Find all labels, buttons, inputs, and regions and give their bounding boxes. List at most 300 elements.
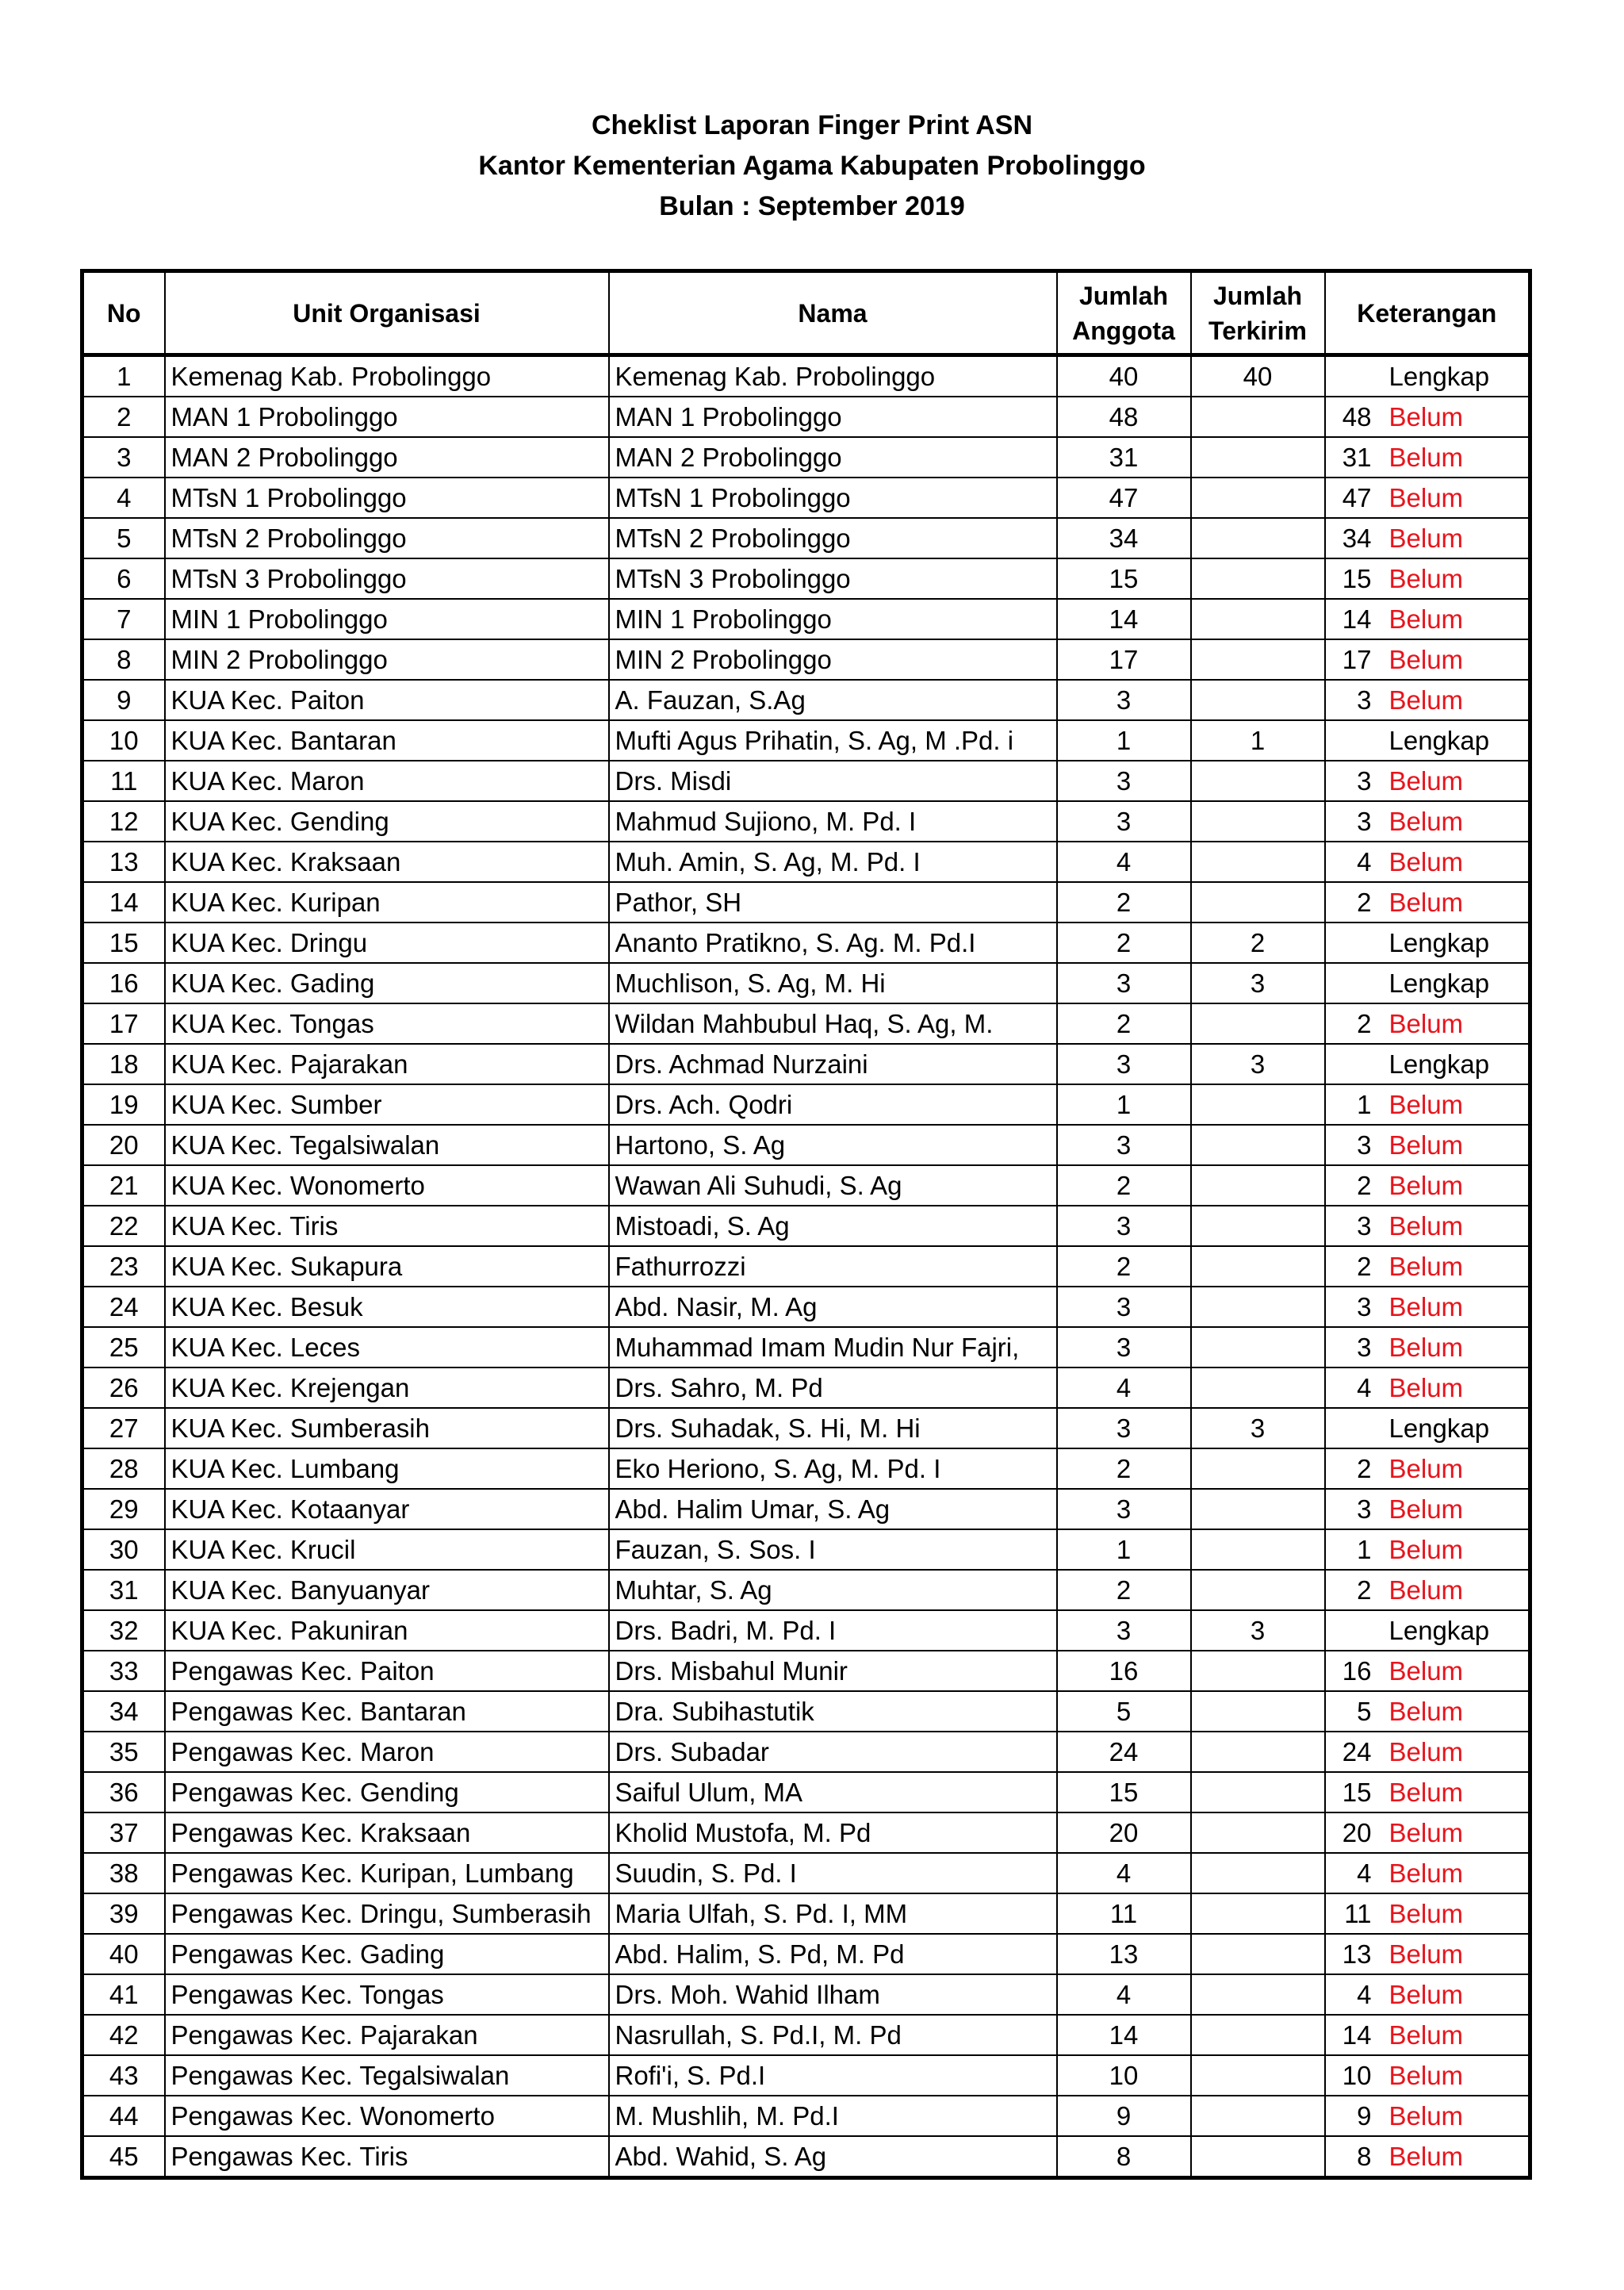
table-row	[82, 761, 1530, 801]
nama-cell: Maria Ulfah, S. Pd. I, MM	[609, 1893, 1057, 1934]
jumlah-terkirim-cell	[1191, 2055, 1325, 2096]
status-belum-label: Belum	[1388, 564, 1464, 593]
keterangan-cell	[1325, 397, 1530, 437]
report-month: Bulan : September 2019	[659, 191, 965, 221]
keterangan-cell	[1325, 1206, 1530, 1246]
keterangan-cell	[1325, 842, 1530, 882]
unit-organisasi-cell: Pengawas Kec. Bantaran	[165, 1691, 609, 1732]
row-number: 38	[82, 1853, 165, 1893]
row-number: 22	[82, 1206, 165, 1246]
status-belum-label: Belum	[1388, 1575, 1464, 1605]
table-row	[82, 355, 1530, 397]
unit-organisasi-cell: KUA Kec. Maron	[165, 761, 609, 801]
jumlah-anggota-cell: 2	[1057, 1003, 1191, 1044]
nama-cell: Pathor, SH	[609, 882, 1057, 923]
row-number: 37	[82, 1812, 165, 1853]
keterangan-count: 3	[1357, 807, 1372, 836]
keterangan-count: 15	[1342, 564, 1372, 593]
keterangan-count: 2	[1357, 1009, 1372, 1038]
nama-cell: Abd. Wahid, S. Ag	[609, 2136, 1057, 2178]
keterangan-cell	[1325, 1974, 1530, 2015]
jumlah-anggota-cell: 9	[1057, 2096, 1191, 2136]
status-belum-label: Belum	[1388, 766, 1464, 796]
unit-organisasi-cell: Pengawas Kec. Pajarakan	[165, 2015, 609, 2055]
jumlah-anggota-cell: 2	[1057, 1570, 1191, 1610]
unit-organisasi-cell: KUA Kec. Kuripan	[165, 882, 609, 923]
row-number: 9	[82, 680, 165, 720]
nama-cell: Hartono, S. Ag	[609, 1125, 1057, 1165]
jumlah-terkirim-cell	[1191, 1812, 1325, 1853]
keterangan-count: 3	[1357, 1333, 1372, 1362]
jumlah-terkirim-cell: 3	[1191, 1408, 1325, 1448]
nama-cell: MTsN 1 Probolinggo	[609, 478, 1057, 518]
table-row	[82, 1651, 1530, 1691]
nama-cell: Abd. Halim, S. Pd, M. Pd	[609, 1934, 1057, 1974]
keterangan-count: 31	[1342, 443, 1372, 472]
table-row	[82, 801, 1530, 842]
keterangan-cell	[1325, 1893, 1530, 1934]
unit-organisasi-cell: MIN 2 Probolinggo	[165, 639, 609, 680]
row-number: 13	[82, 842, 165, 882]
status-belum-label: Belum	[1388, 604, 1464, 634]
row-number: 23	[82, 1246, 165, 1287]
keterangan-cell	[1325, 639, 1530, 680]
keterangan-count: 4	[1357, 847, 1372, 876]
row-number: 39	[82, 1893, 165, 1934]
keterangan-count: 4	[1357, 1373, 1372, 1402]
keterangan-cell	[1325, 761, 1530, 801]
table-row	[82, 1974, 1530, 2015]
jumlah-terkirim-cell: 40	[1191, 355, 1325, 397]
status-belum-label: Belum	[1388, 2061, 1464, 2090]
jumlah-anggota-cell: 13	[1057, 1934, 1191, 1974]
row-number: 15	[82, 923, 165, 963]
jumlah-anggota-cell: 2	[1057, 1448, 1191, 1489]
jumlah-anggota-cell: 3	[1057, 1287, 1191, 1327]
unit-organisasi-cell: Kemenag Kab. Probolinggo	[165, 355, 609, 397]
jumlah-terkirim-cell	[1191, 1651, 1325, 1691]
table-row	[82, 599, 1530, 639]
table-row	[82, 2055, 1530, 2096]
jumlah-terkirim-line2: Terkirim	[1208, 316, 1307, 345]
keterangan-cell	[1325, 1489, 1530, 1529]
keterangan-cell	[1325, 1934, 1530, 1974]
status-belum-label: Belum	[1388, 1211, 1464, 1241]
keterangan-cell	[1325, 599, 1530, 639]
status-belum-label: Belum	[1388, 402, 1464, 432]
jumlah-terkirim-cell: 2	[1191, 923, 1325, 963]
table-row	[82, 478, 1530, 518]
status-belum-label: Belum	[1388, 807, 1464, 836]
unit-organisasi-cell: KUA Kec. Pakuniran	[165, 1610, 609, 1651]
keterangan-count: 20	[1342, 1818, 1372, 1847]
nama-cell: Rofi'i, S. Pd.I	[609, 2055, 1057, 2096]
unit-organisasi-cell: KUA Kec. Leces	[165, 1327, 609, 1367]
jumlah-anggota-cell: 4	[1057, 1853, 1191, 1893]
nama-cell: Dra. Subihastutik	[609, 1691, 1057, 1732]
nama-cell: MAN 2 Probolinggo	[609, 437, 1057, 478]
jumlah-anggota-cell: 2	[1057, 1246, 1191, 1287]
jumlah-anggota-cell: 10	[1057, 2055, 1191, 2096]
keterangan-count: 47	[1342, 483, 1372, 512]
jumlah-terkirim-cell: 3	[1191, 1610, 1325, 1651]
table-row	[82, 1125, 1530, 1165]
status-belum-label: Belum	[1388, 1494, 1464, 1524]
table-row	[82, 1165, 1530, 1206]
keterangan-cell	[1325, 923, 1530, 963]
jumlah-anggota-cell: 3	[1057, 801, 1191, 842]
keterangan-cell	[1325, 1084, 1530, 1125]
status-belum-label: Belum	[1388, 1090, 1464, 1119]
unit-organisasi-cell: Pengawas Kec. Dringu, Sumberasih	[165, 1893, 609, 1934]
status-belum-label: Belum	[1388, 1899, 1464, 1928]
table-row	[82, 1934, 1530, 1974]
keterangan-cell	[1325, 1165, 1530, 1206]
jumlah-anggota-cell: 2	[1057, 923, 1191, 963]
jumlah-anggota-cell: 1	[1057, 1529, 1191, 1570]
jumlah-terkirim-cell	[1191, 397, 1325, 437]
table-row	[82, 1003, 1530, 1044]
table-row	[82, 639, 1530, 680]
jumlah-anggota-cell: 3	[1057, 761, 1191, 801]
keterangan-count: 2	[1357, 888, 1372, 917]
nama-cell: Wildan Mahbubul Haq, S. Ag, M.	[609, 1003, 1057, 1044]
nama-cell: Wawan Ali Suhudi, S. Ag	[609, 1165, 1057, 1206]
jumlah-anggota-cell: 3	[1057, 1044, 1191, 1084]
keterangan-cell	[1325, 1812, 1530, 1853]
row-number: 2	[82, 397, 165, 437]
unit-organisasi-cell: MIN 1 Probolinggo	[165, 599, 609, 639]
keterangan-cell	[1325, 1287, 1530, 1327]
status-belum-label: Belum	[1388, 1656, 1464, 1686]
row-number: 29	[82, 1489, 165, 1529]
keterangan-cell	[1325, 1044, 1530, 1084]
row-number: 11	[82, 761, 165, 801]
jumlah-terkirim-cell	[1191, 2015, 1325, 2055]
jumlah-anggota-cell: 3	[1057, 1327, 1191, 1367]
table-row	[82, 1408, 1530, 1448]
keterangan-cell	[1325, 1732, 1530, 1772]
row-number: 24	[82, 1287, 165, 1327]
unit-organisasi-cell: KUA Kec. Sumber	[165, 1084, 609, 1125]
table-row	[82, 1084, 1530, 1125]
jumlah-anggota-cell: 47	[1057, 478, 1191, 518]
status-belum-label: Belum	[1388, 1980, 1464, 2009]
nama-cell: Nasrullah, S. Pd.I, M. Pd	[609, 2015, 1057, 2055]
unit-organisasi-cell: KUA Kec. Sukapura	[165, 1246, 609, 1287]
unit-organisasi-cell: KUA Kec. Pajarakan	[165, 1044, 609, 1084]
keterangan-cell	[1325, 558, 1530, 599]
jumlah-terkirim-cell	[1191, 2096, 1325, 2136]
nama-cell: Mistoadi, S. Ag	[609, 1206, 1057, 1246]
unit-organisasi-cell: KUA Kec. Krucil	[165, 1529, 609, 1570]
jumlah-terkirim-cell: 3	[1191, 1044, 1325, 1084]
nama-cell: Suudin, S. Pd. I	[609, 1853, 1057, 1893]
status-lengkap-label: Lengkap	[1388, 726, 1490, 755]
status-belum-label: Belum	[1388, 443, 1464, 472]
keterangan-cell	[1325, 963, 1530, 1003]
row-number: 26	[82, 1367, 165, 1408]
jumlah-anggota-cell: 3	[1057, 680, 1191, 720]
unit-organisasi-cell: Pengawas Kec. Kraksaan	[165, 1812, 609, 1853]
nama-cell: Drs. Misbahul Munir	[609, 1651, 1057, 1691]
status-belum-label: Belum	[1388, 1009, 1464, 1038]
table-row	[82, 518, 1530, 558]
status-belum-label: Belum	[1388, 2142, 1464, 2171]
table-row	[82, 1246, 1530, 1287]
jumlah-anggota-line2: Anggota	[1072, 316, 1175, 345]
row-number: 17	[82, 1003, 165, 1044]
keterangan-cell	[1325, 2136, 1530, 2178]
keterangan-count: 8	[1357, 2142, 1372, 2171]
jumlah-terkirim-cell	[1191, 639, 1325, 680]
nama-cell: Eko Heriono, S. Ag, M. Pd. I	[609, 1448, 1057, 1489]
keterangan-cell	[1325, 355, 1530, 397]
status-belum-label: Belum	[1388, 1171, 1464, 1200]
keterangan-cell	[1325, 680, 1530, 720]
jumlah-anggota-cell: 3	[1057, 1206, 1191, 1246]
jumlah-anggota-cell: 4	[1057, 1974, 1191, 2015]
jumlah-terkirim-cell	[1191, 1125, 1325, 1165]
table-row	[82, 1044, 1530, 1084]
jumlah-terkirim-cell	[1191, 680, 1325, 720]
jumlah-terkirim-cell	[1191, 1529, 1325, 1570]
nama-cell: Drs. Ach. Qodri	[609, 1084, 1057, 1125]
jumlah-anggota-cell: 20	[1057, 1812, 1191, 1853]
nama-cell: Abd. Nasir, M. Ag	[609, 1287, 1057, 1327]
jumlah-terkirim-cell	[1191, 2136, 1325, 2178]
table-row	[82, 1691, 1530, 1732]
jumlah-terkirim-cell	[1191, 1327, 1325, 1367]
unit-organisasi-cell: MTsN 2 Probolinggo	[165, 518, 609, 558]
keterangan-count: 2	[1357, 1171, 1372, 1200]
row-number: 32	[82, 1610, 165, 1651]
jumlah-anggota-cell: 3	[1057, 1125, 1191, 1165]
jumlah-terkirim-cell	[1191, 1367, 1325, 1408]
unit-organisasi-cell: KUA Kec. Kotaanyar	[165, 1489, 609, 1529]
table-row	[82, 1327, 1530, 1367]
row-number: 45	[82, 2136, 165, 2178]
row-number: 3	[82, 437, 165, 478]
status-lengkap-label: Lengkap	[1388, 969, 1490, 998]
jumlah-terkirim-cell	[1191, 1732, 1325, 1772]
nama-cell: Mahmud Sujiono, M. Pd. I	[609, 801, 1057, 842]
keterangan-cell	[1325, 801, 1530, 842]
status-belum-label: Belum	[1388, 1373, 1464, 1402]
keterangan-count: 2	[1357, 1575, 1372, 1605]
keterangan-cell	[1325, 1327, 1530, 1367]
unit-organisasi-cell: Pengawas Kec. Tiris	[165, 2136, 609, 2178]
status-belum-label: Belum	[1388, 1778, 1464, 1807]
table-header-row	[82, 271, 1530, 355]
keterangan-count: 4	[1357, 1858, 1372, 1888]
nama-cell: Ananto Pratikno, S. Ag. M. Pd.I	[609, 923, 1057, 963]
keterangan-count: 17	[1342, 645, 1372, 674]
row-number: 28	[82, 1448, 165, 1489]
jumlah-anggota-cell: 3	[1057, 1610, 1191, 1651]
unit-organisasi-cell: KUA Kec. Gending	[165, 801, 609, 842]
unit-organisasi-cell: KUA Kec. Tegalsiwalan	[165, 1125, 609, 1165]
row-number: 44	[82, 2096, 165, 2136]
jumlah-terkirim-cell	[1191, 1206, 1325, 1246]
nama-cell: Muchlison, S. Ag, M. Hi	[609, 963, 1057, 1003]
nama-cell: Drs. Sahro, M. Pd	[609, 1367, 1057, 1408]
row-number: 1	[82, 355, 165, 397]
jumlah-anggota-cell: 15	[1057, 1772, 1191, 1812]
nama-cell: MTsN 3 Probolinggo	[609, 558, 1057, 599]
unit-organisasi-cell: KUA Kec. Bantaran	[165, 720, 609, 761]
jumlah-anggota-cell: 40	[1057, 355, 1191, 397]
table-row	[82, 1853, 1530, 1893]
jumlah-anggota-cell: 17	[1057, 639, 1191, 680]
row-number: 34	[82, 1691, 165, 1732]
row-number: 36	[82, 1772, 165, 1812]
status-belum-label: Belum	[1388, 1858, 1464, 1888]
keterangan-cell	[1325, 1570, 1530, 1610]
jumlah-anggota-cell: 2	[1057, 882, 1191, 923]
nama-cell: Muh. Amin, S. Ag, M. Pd. I	[609, 842, 1057, 882]
row-number: 20	[82, 1125, 165, 1165]
keterangan-count: 5	[1357, 1697, 1372, 1726]
status-belum-label: Belum	[1388, 685, 1464, 715]
table-row	[82, 397, 1530, 437]
unit-organisasi-cell: MAN 1 Probolinggo	[165, 397, 609, 437]
keterangan-cell	[1325, 1529, 1530, 1570]
document-title: Cheklist Laporan Finger Print ASN	[591, 110, 1033, 140]
row-number: 12	[82, 801, 165, 842]
keterangan-cell	[1325, 882, 1530, 923]
keterangan-count: 3	[1357, 766, 1372, 796]
status-belum-label: Belum	[1388, 847, 1464, 876]
jumlah-anggota-cell: 14	[1057, 599, 1191, 639]
unit-organisasi-cell: KUA Kec. Besuk	[165, 1287, 609, 1327]
jumlah-terkirim-cell	[1191, 1691, 1325, 1732]
keterangan-count: 3	[1357, 1494, 1372, 1524]
keterangan-count: 9	[1357, 2101, 1372, 2131]
keterangan-count: 2	[1357, 1454, 1372, 1483]
jumlah-terkirim-cell: 1	[1191, 720, 1325, 761]
nama-cell: MIN 1 Probolinggo	[609, 599, 1057, 639]
fingerprint-report-table	[80, 269, 1532, 2180]
table-row	[82, 558, 1530, 599]
table-row	[82, 1287, 1530, 1327]
keterangan-count: 1	[1357, 1090, 1372, 1119]
nama-cell: M. Mushlih, M. Pd.I	[609, 2096, 1057, 2136]
keterangan-cell	[1325, 2015, 1530, 2055]
keterangan-count: 16	[1342, 1656, 1372, 1686]
row-number: 10	[82, 720, 165, 761]
keterangan-count: 48	[1342, 402, 1372, 432]
keterangan-count: 3	[1357, 1292, 1372, 1321]
row-number: 19	[82, 1084, 165, 1125]
table-row	[82, 1893, 1530, 1934]
nama-cell: Fauzan, S. Sos. I	[609, 1529, 1057, 1570]
row-number: 21	[82, 1165, 165, 1206]
jumlah-terkirim-cell	[1191, 1084, 1325, 1125]
table-row	[82, 1448, 1530, 1489]
unit-organisasi-cell: Pengawas Kec. Kuripan, Lumbang	[165, 1853, 609, 1893]
keterangan-cell	[1325, 478, 1530, 518]
row-number: 35	[82, 1732, 165, 1772]
jumlah-anggota-cell: 3	[1057, 963, 1191, 1003]
table-row	[82, 1489, 1530, 1529]
unit-organisasi-cell: Pengawas Kec. Gading	[165, 1934, 609, 1974]
row-number: 27	[82, 1408, 165, 1448]
keterangan-count: 13	[1342, 1939, 1372, 1969]
row-number: 30	[82, 1529, 165, 1570]
status-lengkap-label: Lengkap	[1388, 928, 1490, 957]
unit-organisasi-cell: KUA Kec. Tongas	[165, 1003, 609, 1044]
row-number: 18	[82, 1044, 165, 1084]
jumlah-terkirim-cell	[1191, 801, 1325, 842]
nama-cell: Drs. Subadar	[609, 1732, 1057, 1772]
table-row	[82, 2096, 1530, 2136]
status-belum-label: Belum	[1388, 1737, 1464, 1766]
row-number: 7	[82, 599, 165, 639]
jumlah-anggota-cell: 14	[1057, 2015, 1191, 2055]
column-header-nama: Nama	[609, 271, 1057, 355]
nama-cell: Drs. Achmad Nurzaini	[609, 1044, 1057, 1084]
keterangan-cell	[1325, 2096, 1530, 2136]
unit-organisasi-cell: MTsN 3 Probolinggo	[165, 558, 609, 599]
row-number: 6	[82, 558, 165, 599]
status-belum-label: Belum	[1388, 483, 1464, 512]
keterangan-count: 34	[1342, 524, 1372, 553]
keterangan-cell	[1325, 437, 1530, 478]
nama-cell: Drs. Misdi	[609, 761, 1057, 801]
column-header-no: No	[82, 271, 165, 355]
keterangan-count: 3	[1357, 1211, 1372, 1241]
nama-cell: Kholid Mustofa, M. Pd	[609, 1812, 1057, 1853]
jumlah-anggota-cell: 5	[1057, 1691, 1191, 1732]
jumlah-terkirim-cell	[1191, 1003, 1325, 1044]
unit-organisasi-cell: MTsN 1 Probolinggo	[165, 478, 609, 518]
table-row	[82, 1570, 1530, 1610]
jumlah-terkirim-cell	[1191, 1893, 1325, 1934]
unit-organisasi-cell: MAN 2 Probolinggo	[165, 437, 609, 478]
table-row	[82, 680, 1530, 720]
nama-cell: Drs. Badri, M. Pd. I	[609, 1610, 1057, 1651]
jumlah-terkirim-line1: Jumlah	[1212, 281, 1303, 310]
table-row	[82, 1812, 1530, 1853]
nama-cell: Kemenag Kab. Probolinggo	[609, 355, 1057, 397]
row-number: 41	[82, 1974, 165, 2015]
unit-organisasi-cell: KUA Kec. Tiris	[165, 1206, 609, 1246]
unit-organisasi-cell: KUA Kec. Wonomerto	[165, 1165, 609, 1206]
nama-cell: A. Fauzan, S.Ag	[609, 680, 1057, 720]
nama-cell: Fathurrozzi	[609, 1246, 1057, 1287]
nama-cell: MAN 1 Probolinggo	[609, 397, 1057, 437]
jumlah-terkirim-cell	[1191, 437, 1325, 478]
table-row	[82, 2015, 1530, 2055]
jumlah-terkirim-cell	[1191, 518, 1325, 558]
nama-cell: Abd. Halim Umar, S. Ag	[609, 1489, 1057, 1529]
status-belum-label: Belum	[1388, 888, 1464, 917]
status-belum-label: Belum	[1388, 1454, 1464, 1483]
keterangan-cell	[1325, 1610, 1530, 1651]
row-number: 25	[82, 1327, 165, 1367]
jumlah-anggota-cell: 4	[1057, 842, 1191, 882]
jumlah-anggota-cell: 3	[1057, 1489, 1191, 1529]
keterangan-cell	[1325, 2055, 1530, 2096]
unit-organisasi-cell: KUA Kec. Sumberasih	[165, 1408, 609, 1448]
keterangan-cell	[1325, 1448, 1530, 1489]
nama-cell: Drs. Moh. Wahid Ilham	[609, 1974, 1057, 2015]
table-row	[82, 1732, 1530, 1772]
table-row	[82, 720, 1530, 761]
status-belum-label: Belum	[1388, 2101, 1464, 2131]
column-header-keterangan: Keterangan	[1325, 271, 1530, 355]
